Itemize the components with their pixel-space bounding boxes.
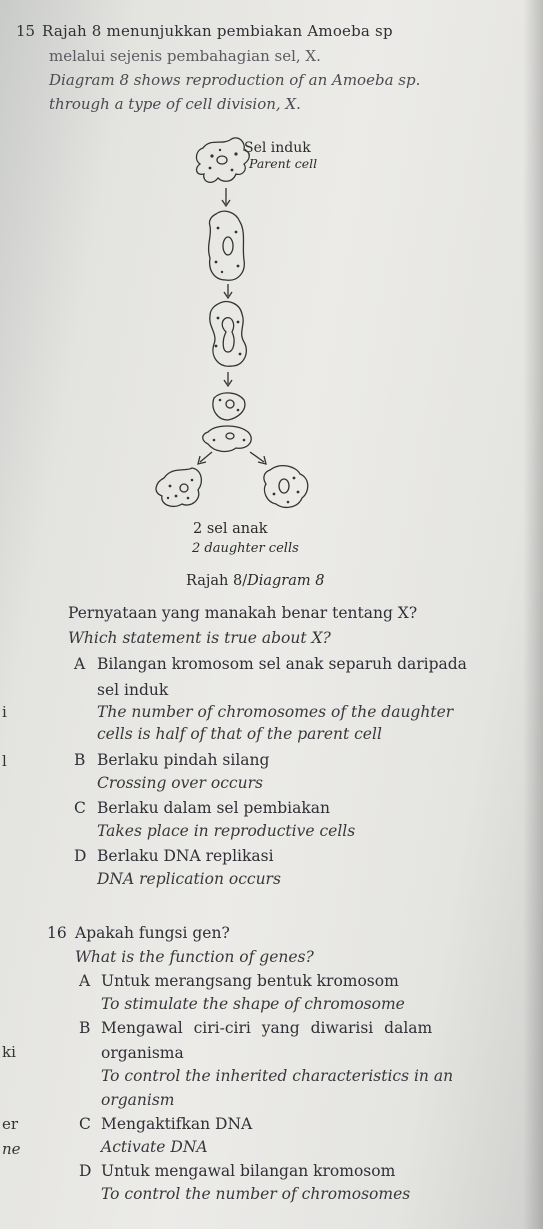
question-16-prompt-ms: Apakah fungsi gen?: [75, 924, 230, 942]
q16-option-d-en[interactable]: To control the number of chromosomes: [101, 1185, 411, 1203]
q16-option-b-ms[interactable]: Mengawal ciri-ciri yang diwarisi dalam: [101, 1019, 433, 1037]
stage3-upper-outline: [213, 393, 245, 420]
stage2-nucleus: [222, 318, 234, 352]
q15-option-c-ms[interactable]: Berlaku dalam sel pembiakan: [97, 799, 330, 817]
question-15-stem-en-line1: Diagram 8 shows reproduction of an Amoeba sp.: [49, 71, 421, 89]
q16-option-b-ms-line2[interactable]: organisma: [101, 1044, 184, 1062]
q15-option-b-en[interactable]: Crossing over occurs: [97, 774, 263, 792]
q15-option-a-letter[interactable]: A: [74, 655, 86, 673]
q16-option-a-ms[interactable]: Untuk merangsang bentuk kromosom: [101, 972, 399, 990]
q16-option-c-en[interactable]: Activate DNA: [101, 1138, 208, 1156]
stage1-nucleus: [223, 237, 233, 255]
q15-option-d-ms[interactable]: Berlaku DNA replikasi: [97, 847, 274, 865]
q15-option-b-ms[interactable]: Berlaku pindah silang: [97, 751, 270, 769]
left-edge-fragment: ki: [2, 1043, 16, 1061]
question-16-prompt-en: What is the function of genes?: [75, 948, 314, 966]
question-15-stem-en-line2: through a type of cell division, X.: [49, 95, 301, 113]
question-15-stem-ms-line1: Rajah 8 menunjukkan pembiakan Amoeba sp: [42, 22, 393, 40]
q15-option-a-en[interactable]: The number of chromosomes of the daughter: [97, 703, 454, 721]
parent-cell-outline: [196, 138, 249, 182]
parent-cell-nucleus: [217, 156, 227, 164]
question-15-prompt-en: Which statement is true about X?: [68, 629, 331, 647]
q15-option-a-en-line2[interactable]: cells is half of that of the parent cell: [97, 725, 382, 743]
q15-option-a-ms-line2[interactable]: sel induk: [97, 681, 169, 699]
daughter-right-nucleus: [279, 479, 289, 493]
q15-option-c-letter[interactable]: C: [74, 799, 86, 817]
q15-option-a-ms[interactable]: Bilangan kromosom sel anak separuh daripada: [97, 655, 467, 673]
question-15-prompt-ms: Pernyataan yang manakah benar tentang X?: [68, 604, 418, 622]
daughter-cell-right-outline: [264, 466, 308, 508]
q15-option-c-en[interactable]: Takes place in reproductive cells: [97, 822, 356, 840]
q16-option-d-ms[interactable]: Untuk mengawal bilangan kromosom: [101, 1162, 396, 1180]
q16-option-c-ms[interactable]: Mengaktifkan DNA: [101, 1115, 253, 1133]
diagram-caption-en: Diagram 8: [247, 573, 325, 589]
question-15-number: 15: [16, 22, 36, 40]
left-edge-fragment: l: [2, 752, 7, 770]
q15-option-d-letter[interactable]: D: [74, 847, 87, 865]
question-16-number: 16: [47, 924, 67, 942]
q16-option-b-en-line2[interactable]: organism: [101, 1091, 175, 1109]
q16-option-b-letter[interactable]: B: [79, 1019, 91, 1037]
daughter-cell-left-outline: [156, 468, 201, 506]
stage2-cell-outline: [210, 302, 247, 367]
left-edge-fragment: er: [2, 1115, 19, 1133]
q16-option-a-letter[interactable]: A: [79, 972, 91, 990]
q16-option-d-letter[interactable]: D: [79, 1162, 92, 1180]
label-daughter-cells-ms: 2 sel anak: [193, 521, 268, 537]
q16-option-a-en[interactable]: To stimulate the shape of chromosome: [101, 995, 405, 1013]
left-edge-fragment: i: [2, 703, 7, 721]
diagram-caption: [186, 574, 324, 589]
label-parent-cell-ms: Sel induk: [244, 140, 311, 156]
q16-option-c-letter[interactable]: C: [79, 1115, 91, 1133]
label-daughter-cells-en: 2 daughter cells: [192, 541, 299, 556]
q16-option-b-en[interactable]: To control the inherited characteristics in an: [101, 1067, 454, 1085]
stage1-cell-outline: [209, 211, 245, 280]
page-edge-shadow: [523, 0, 543, 1229]
q15-option-b-letter[interactable]: B: [74, 751, 86, 769]
label-parent-cell-en: Parent cell: [249, 156, 318, 171]
diagram-caption-ms: Rajah 8/: [186, 573, 248, 589]
left-edge-fragment: ne: [2, 1140, 21, 1158]
question-15-stem-ms-line2: melalui sejenis pembahagian sel, X.: [49, 47, 321, 65]
q15-option-d-en[interactable]: DNA replication occurs: [97, 870, 281, 888]
daughter-left-nucleus: [180, 484, 188, 492]
